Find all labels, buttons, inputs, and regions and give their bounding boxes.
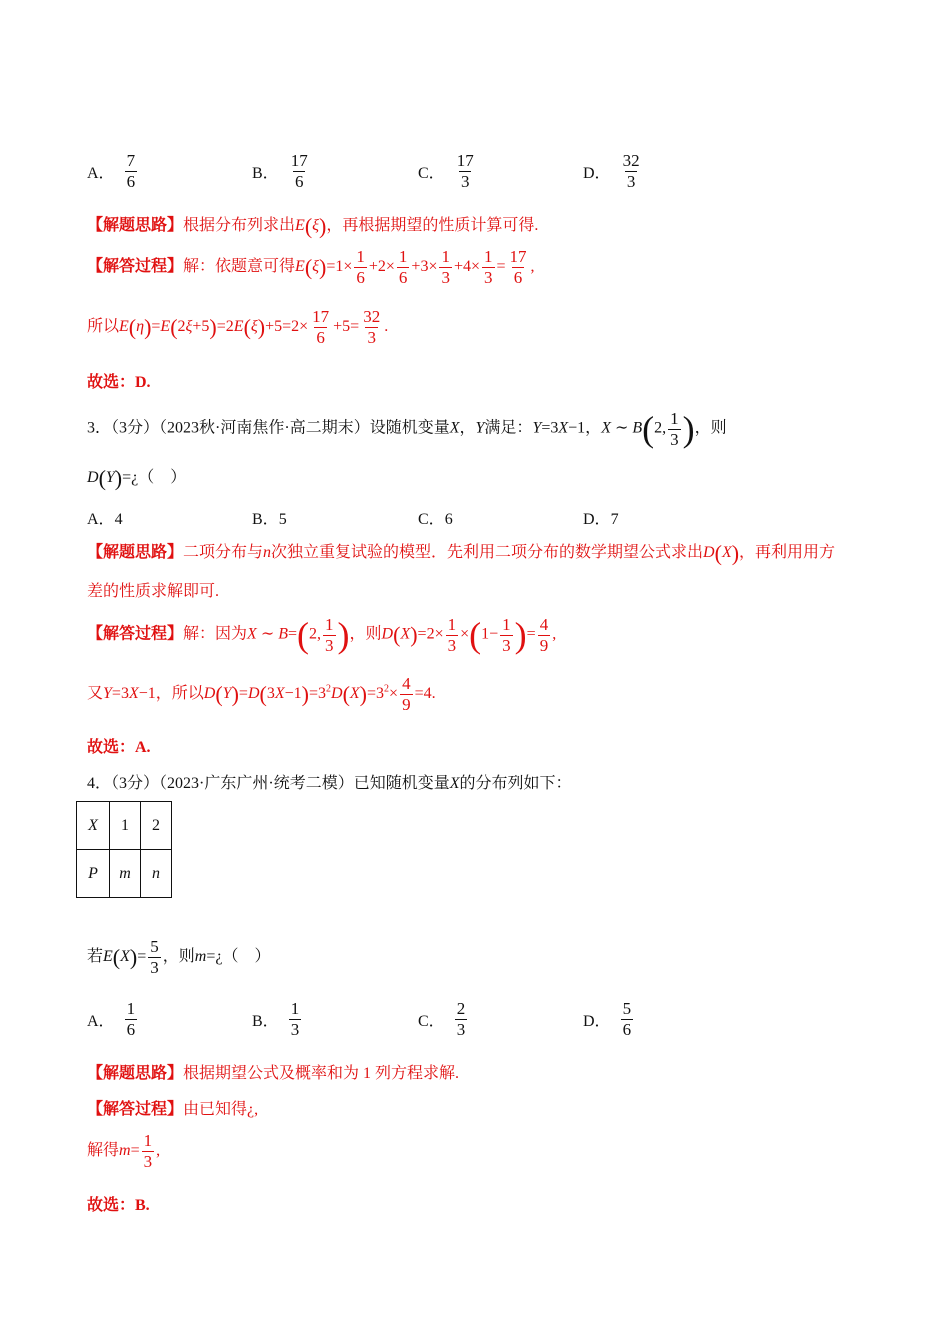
q4-answer: 故选：B. [87,1197,150,1214]
q4-condition: 若E(X)= $\frac{5}{3}$ ，则m=¿（ ） [87,937,271,977]
q2-option-b-fraction: $\frac{17}{6}$ [290,151,308,191]
q4-solution-process: 【解答过程】由已知得¿, [87,1101,259,1118]
q4-option-b: B． $\frac{1}{3}$ [252,999,300,1039]
table-row: P m n [77,850,172,898]
q2-option-a: A． $\frac{7}{6}$ [87,151,136,191]
table-row: X 1 2 [77,802,172,850]
q3-solution-idea-line2: 差的性质求解即可. [87,583,220,600]
q3-stem: 3．（3分）（2023秋·河南焦作·高二期末）设随机变量X，Y满足：Y=3X−1，X ∼ B(2, $\frac{1}{3}$ )，则 [87,408,727,449]
q3-solution-process-line2: 又Y=3X−1，所以$D(Y)=D(3X-1)=3^2D(X)=3^2\times$ $\frac{4}{9}$ =4. [87,674,436,714]
q2-option-c-fraction: $\frac{17}{3}$ [456,151,474,191]
q4-option-a: A． $\frac{1}{6}$ [87,999,136,1039]
q4-stem: 4．（3分）（2023·广东广州·统考二模）已知随机变量X的分布列如下： [87,775,572,792]
q4-option-d: D． $\frac{5}{6}$ [583,999,632,1039]
q2-option-c: C． $\frac{17}{3}$ [418,151,474,191]
q4-option-c: C． $\frac{2}{3}$ [418,999,466,1039]
q2-solution-process: 【解答过程】解：依题意可得E(ξ)=1× $\frac{1}{6}$ +2× $\frac{1}{6}$ +3× $\frac{1}{3}$ +4× $\frac{1}{3}$ = $\frac{17}{6}$ , [87,247,535,287]
q3-solution-idea: 【解题思路】二项分布与n次独立重复试验的模型．先利用二项分布的数学期望公式求出D(X)，再利用用方 [87,540,836,566]
q2-option-b: B． $\frac{17}{6}$ [252,151,308,191]
q4-solution-result: 解得m= $\frac{1}{3}$ , [87,1131,161,1171]
q2-answer: 故选：D. [87,374,151,391]
distribution-table [76,801,172,898]
q3-option-a: A．4 [87,511,123,528]
q3-option-b: B．5 [252,511,287,528]
q4-solution-idea: 【解题思路】根据期望公式及概率和为 1 列方程求解. [87,1065,460,1082]
q2-option-d: D． $\frac{32}{3}$ [583,151,640,191]
q2-option-d-fraction: $\frac{32}{3}$ [622,151,640,191]
q3-solution-process: 【解答过程】解：因为X ∼ B=(2, $\frac{1}{3}$ )，则D(X)=2× $\frac{1}{3}$ ×(1− $\frac{1}{3}$ )= $\frac{4}{9}$ , [87,614,557,655]
q3-answer: 故选：A. [87,739,151,756]
q3-stem-line2: D(Y)=¿（ ） [87,465,187,491]
q2-solution-idea: 【解题思路】根据分布列求出E(ξ)，再根据期望的性质计算可得. [87,213,539,239]
q3-option-c: C．6 [418,511,453,528]
q2-option-a-fraction: $\frac{7}{6}$ [126,151,136,191]
q2-solution-process-line2: 所以E(η)=E(2ξ+5)=2E(ξ)+5=2× $\frac{17}{6}$ +5= $\frac{32}{3}$ . [87,307,389,347]
q3-option-d: D．7 [583,511,619,528]
